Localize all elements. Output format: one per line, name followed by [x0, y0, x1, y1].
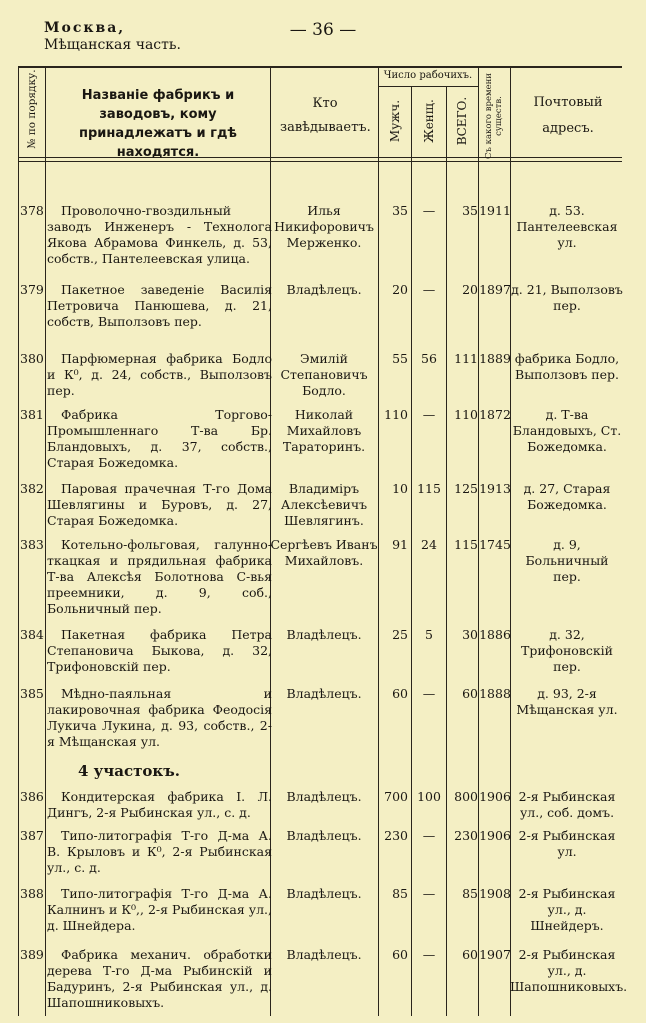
- total-workers: 230: [454, 828, 478, 843]
- row-number: 379: [20, 282, 44, 297]
- postal-address: 2-я Рыбинская ул.: [518, 828, 616, 859]
- row-number: 386: [20, 789, 44, 804]
- factory-name: Типо-литографія Т-го Д-ма А. Калнинъ и К⁰,, 2-я Рыбинская ул., д. Шнейдера.: [47, 886, 272, 933]
- manager: Илья Никифоровичъ Мерженко.: [274, 203, 374, 250]
- total-workers: 60: [462, 686, 478, 701]
- manager: Николай Михайловъ Тараторинъ.: [282, 407, 366, 454]
- page-number: — 36 —: [289, 20, 357, 40]
- row-number: 380: [20, 351, 44, 366]
- founded-year: 1872: [479, 407, 511, 422]
- row-number: 381: [20, 407, 44, 422]
- manager: Владѣлецъ.: [286, 627, 362, 642]
- row-number: 383: [20, 537, 44, 552]
- section-heading: 4 участокъ.: [78, 762, 180, 780]
- manager: Владѣлецъ.: [286, 828, 362, 843]
- postal-address: фабрика Бодло, Выползовъ пер.: [514, 351, 620, 382]
- total-workers: 85: [462, 886, 478, 901]
- total-workers: 800: [454, 789, 478, 804]
- col-header-female: Женщ.: [422, 99, 436, 143]
- postal-address: д. Т-ва Бландовыхъ, Ст. Божедомка.: [512, 407, 622, 454]
- postal-address: д. 21, Выползовъ пер.: [511, 282, 623, 313]
- male-workers: 20: [392, 282, 408, 297]
- factory-table: [18, 66, 628, 1016]
- table-top-rule: [18, 66, 622, 68]
- founded-year: 1889: [479, 351, 511, 366]
- founded-year: 1906: [479, 828, 511, 843]
- male-workers: 85: [392, 886, 408, 901]
- col-header-male: Мужч.: [388, 99, 402, 143]
- row-number: 382: [20, 481, 44, 496]
- col-header-total: ВСЕГО.: [455, 96, 469, 146]
- total-workers: 115: [454, 537, 478, 552]
- founded-year: 1886: [479, 627, 511, 642]
- total-workers: 110: [454, 407, 478, 422]
- postal-address: 2-я Рыбинская ул., д. Шапошниковыхъ.: [510, 947, 628, 994]
- factory-name: Фабрика Торгово-Промышленнаго Т-ва Бр. Бландовыхъ, д. 37, собств., Старая Божедомка.: [47, 407, 272, 470]
- factory-name: Пакетная фабрика Петра Степановича Быкова, д. 32, Трифоновскій пер.: [47, 627, 272, 674]
- manager: Сергѣевъ Иванъ Михайловъ.: [270, 537, 378, 568]
- row-number: 389: [20, 947, 44, 962]
- manager: Владѣлецъ.: [286, 789, 362, 804]
- factory-name: Паровая прачечная Т-го Дома Шевлягины и Буровъ, д. 27, Старая Божедомка.: [47, 481, 272, 528]
- male-workers: 60: [392, 686, 408, 701]
- female-workers: —: [422, 947, 436, 962]
- factory-name: Фабрика механич. обработки дерева Т-го Д-ма Рыбинскій и Бадуринъ, 2-я Рыбинская ул., д. Шапошниковыхъ.: [47, 947, 272, 1010]
- postal-address: д. 53. Пантелеевская ул.: [516, 203, 618, 250]
- total-workers: 60: [462, 947, 478, 962]
- manager: Владѣлецъ.: [286, 886, 362, 901]
- postal-address: 2-я Рыбинская ул., д. Шнейдеръ.: [518, 886, 616, 933]
- founded-year: 1908: [479, 886, 511, 901]
- postal-address: д. 93, 2-я Мѣщанская ул.: [516, 686, 618, 717]
- male-workers: 55: [392, 351, 408, 366]
- total-workers: 125: [454, 481, 478, 496]
- manager: Владѣлецъ.: [286, 686, 362, 701]
- postal-address: д. 27, Старая Божедомка.: [523, 481, 611, 512]
- female-workers: —: [422, 886, 436, 901]
- manager: Эмилій Степановичъ Бодло.: [280, 351, 368, 398]
- col-header-num: № по порядку.: [26, 69, 38, 149]
- factory-name: Типо-литографія Т-го Д-ма А. В. Крыловъ и К⁰, 2-я Рыбинская ул., с. д.: [47, 828, 272, 875]
- female-workers: —: [422, 407, 436, 422]
- founded-year: 1907: [479, 947, 511, 962]
- female-workers: —: [422, 203, 436, 218]
- founded-year: 1906: [479, 789, 511, 804]
- male-workers: 60: [392, 947, 408, 962]
- female-workers: 115: [417, 481, 441, 496]
- female-workers: 5: [425, 627, 433, 642]
- founded-year: 1745: [479, 537, 511, 552]
- col-header-who: Кто завѣдываетъ.: [280, 96, 371, 135]
- factory-name: Котельно-фольговая, галунно-ткацкая и прядильная фабрика Т-ва Алексѣя Болотнова С-вья преемники, д. 9, соб., Больничный пер.: [47, 537, 272, 616]
- city-title: Москва,: [44, 20, 126, 36]
- factory-name: Кондитерская фабрика І. Л. Дингъ, 2-я Рыбинская ул., с. д.: [47, 789, 272, 820]
- col-header-workers: Число рабочихъ.: [383, 70, 473, 81]
- factory-name: Парфюмерная фабрика Бодло и К⁰, д. 24, собств., Выползовъ пер.: [47, 351, 272, 398]
- row-number: 378: [20, 203, 44, 218]
- male-workers: 10: [392, 481, 408, 496]
- col-header-address: Почтовый адресъ.: [533, 95, 603, 136]
- col-divider: [18, 66, 19, 1016]
- col-header-name: Названіе фабрикъ и заводовъ, кому принадлежатъ и гдѣ находятся.: [78, 88, 238, 160]
- district-title: Мѣщанская часть.: [44, 37, 181, 53]
- male-workers: 35: [392, 203, 408, 218]
- workers-subrule: [378, 86, 478, 87]
- postal-address: д. 32, Трифоновскій пер.: [520, 627, 614, 674]
- row-number: 387: [20, 828, 44, 843]
- postal-address: 2-я Рыбинская ул., соб. домъ.: [518, 789, 616, 820]
- col-header-since: Съ какого времени существ.: [484, 73, 504, 159]
- female-workers: —: [422, 828, 436, 843]
- male-workers: 91: [392, 537, 408, 552]
- male-workers: 25: [392, 627, 408, 642]
- manager: Владѣлецъ.: [286, 947, 362, 962]
- total-workers: 35: [462, 203, 478, 218]
- total-workers: 111: [454, 351, 478, 366]
- row-number: 384: [20, 627, 44, 642]
- factory-name: Пакетное заведеніе Василія Петровича Панюшева, д. 21, собств, Выползовъ пер.: [47, 282, 272, 329]
- row-number: 385: [20, 686, 44, 701]
- manager: Владѣлецъ.: [286, 282, 362, 297]
- founded-year: 1897: [479, 282, 511, 297]
- total-workers: 30: [462, 627, 478, 642]
- male-workers: 230: [384, 828, 408, 843]
- col-divider: [411, 86, 412, 1016]
- male-workers: 700: [384, 789, 408, 804]
- factory-name: Проволочно-гвоздильный заводъ Инженеръ - Технолога Якова Абрамова Финкель, д. 53, собств., Пантелеевская улица.: [47, 203, 272, 266]
- female-workers: 100: [417, 789, 441, 804]
- manager: Владиміръ Алексѣевичъ Шевлягинъ.: [280, 481, 368, 528]
- total-workers: 20: [462, 282, 478, 297]
- female-workers: —: [422, 686, 436, 701]
- row-number: 388: [20, 886, 44, 901]
- female-workers: 56: [421, 351, 437, 366]
- male-workers: 110: [384, 407, 408, 422]
- female-workers: 24: [421, 537, 437, 552]
- founded-year: 1913: [479, 481, 511, 496]
- factory-name: Мѣдно-паяльная и лакировочная фабрика Феодосія Лукича Лукина, д. 93, собств., 2-я Мѣщанская ул.: [47, 686, 272, 749]
- founded-year: 1888: [479, 686, 511, 701]
- col-divider: [45, 66, 46, 1016]
- postal-address: д. 9, Больничный пер.: [525, 537, 609, 584]
- founded-year: 1911: [479, 203, 511, 218]
- female-workers: —: [422, 282, 436, 297]
